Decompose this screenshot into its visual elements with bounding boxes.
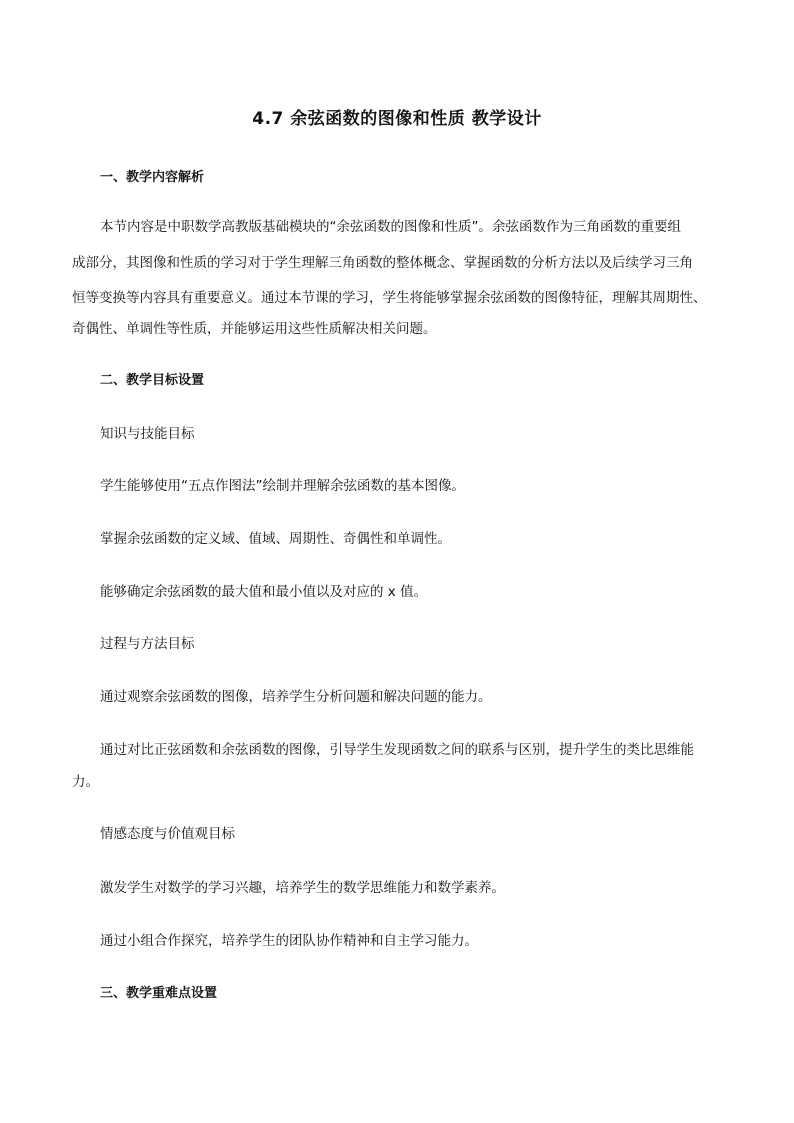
paragraph-line: 奇偶性、单调性等性质，并能够运用这些性质解决相关问题。 [72, 321, 437, 337]
subheading-process-method: 过程与方法目标 [100, 636, 195, 652]
paragraph-line: 掌握余弦函数的定义域、值域、周期性、奇偶性和单调性。 [100, 531, 451, 547]
paragraph-line: 本节内容是中职数学高教版基础模块的“余弦函数的图像和性质”。余弦函数作为三角函数的重要组 [100, 219, 681, 235]
subheading-knowledge-skills: 知识与技能目标 [100, 426, 195, 442]
paragraph-line: 学生能够使用“五点作图法”绘制并理解余弦函数的基本图像。 [100, 478, 465, 494]
paragraph-line: 激发学生对数学的学习兴趣，培养学生的数学思维能力和数学素养。 [100, 880, 505, 896]
paragraph-line: 通过观察余弦函数的图像，培养学生分析问题和解决问题的能力。 [100, 689, 492, 705]
paragraph-line: 成部分，其图像和性质的学习对于学生理解三角函数的整体概念、掌握函数的分析方法以及后续学习三角 [72, 255, 693, 271]
paragraph-line: 通过小组合作探究，培养学生的团队协作精神和自主学习能力。 [100, 933, 478, 949]
paragraph-line: 通过对比正弦函数和余弦函数的图像，引导学生发现函数之间的联系与区别，提升学生的类比思维能 [100, 742, 694, 758]
subheading-attitude-values: 情感态度与价值观目标 [100, 826, 235, 842]
section-heading-key-points: 三、教学重难点设置 [100, 986, 218, 1001]
paragraph-line: 能够确定余弦函数的最大值和最小值以及对应的 x 值。 [100, 584, 428, 600]
section-heading-content-analysis: 一、教学内容解析 [100, 170, 205, 185]
section-heading-objectives: 二、教学目标设置 [100, 373, 205, 388]
document-title: 4.7 余弦函数的图像和性质 教学设计 [252, 109, 542, 129]
paragraph-line: 力。 [72, 774, 99, 790]
paragraph-line: 恒等变换等内容具有重要意义。通过本节课的学习，学生将能够掌握余弦函数的图像特征，理解其周期性、 [72, 290, 707, 306]
